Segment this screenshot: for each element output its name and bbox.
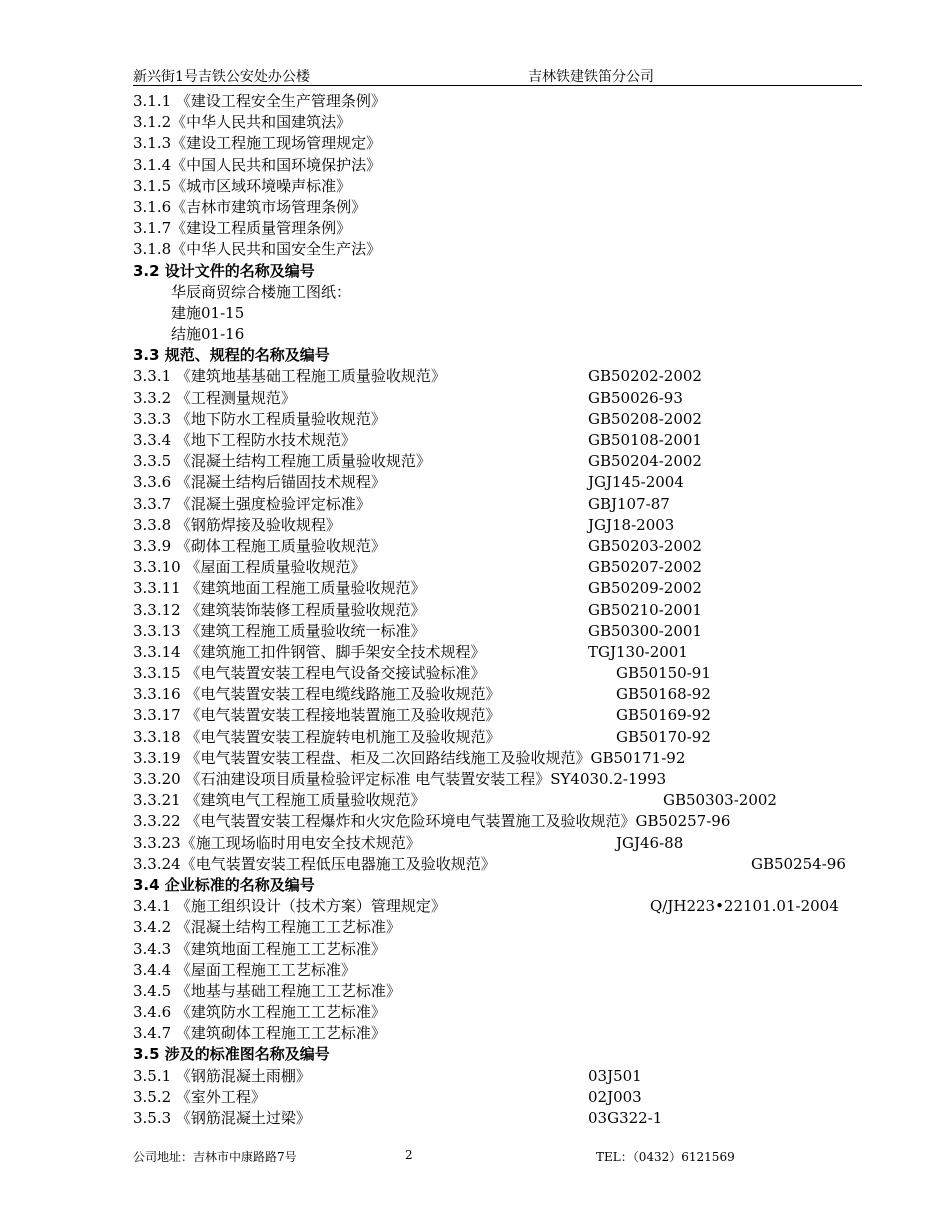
standard-code: GB50208-2002 — [588, 409, 702, 428]
list-item — [133, 578, 893, 599]
standard-code: GB50202-2002 — [588, 367, 702, 386]
standard-code: GB50204-2002 — [588, 452, 702, 471]
standard-code: GB50254-96 — [751, 854, 846, 873]
list-item — [133, 1066, 893, 1087]
item-title: 3.5 涉及的标准图名称及编号 — [133, 1045, 330, 1064]
list-item — [133, 663, 893, 684]
item-title: 3.3.16 《电气装置安装工程电缆线路施工及验收规范》 — [133, 685, 501, 704]
item-title: 3.3.14 《建筑施工扣件钢管、脚手架安全技术规程》 — [133, 642, 486, 661]
list-item — [133, 112, 893, 133]
list-item — [133, 133, 893, 154]
list-item — [133, 621, 893, 642]
item-title: 3.4.7 《建筑砌体工程施工工艺标准》 — [133, 1024, 386, 1043]
standard-code: 03J501 — [588, 1066, 642, 1085]
section-heading — [133, 875, 893, 896]
standard-code: GB50108-2001 — [588, 431, 702, 449]
list-item — [133, 366, 893, 387]
list-item — [133, 748, 893, 769]
list-item — [133, 833, 893, 854]
item-title: 3.3.23《施工现场临时用电安全技术规范》 — [133, 833, 421, 852]
item-title: 华辰商贸综合楼施工图纸： — [171, 282, 352, 301]
list-item — [133, 981, 893, 1002]
list-item — [133, 896, 893, 917]
list-item — [133, 515, 893, 536]
item-title: 3.3.15 《电气装置安装工程电气设备交接试验标准》 — [133, 664, 486, 683]
item-title: 建施01-15 — [171, 303, 245, 322]
list-item — [133, 91, 893, 112]
list-item — [133, 388, 893, 409]
list-item — [133, 451, 893, 472]
list-item — [133, 494, 893, 515]
standard-code: 03G322-1 — [588, 1109, 663, 1127]
list-item — [133, 917, 893, 938]
item-title: 3.1.4《中国人民共和国环境保护法》 — [133, 155, 382, 174]
item-title: 3.5.2 《室外工程》 — [133, 1087, 266, 1106]
item-title: 3.3.11 《建筑地面工程施工质量验收规范》 — [133, 579, 426, 598]
item-title: 3.3.13 《建筑工程施工质量验收统一标准》 — [133, 621, 426, 640]
list-item — [133, 684, 893, 705]
header-company-name: 吉林铁建铁笛分公司 — [528, 69, 654, 85]
standard-code: JGJ46-88 — [616, 833, 684, 852]
list-item — [133, 430, 893, 451]
standard-code: GB50300-2001 — [588, 621, 702, 640]
list-item — [133, 324, 893, 345]
item-title: 3.3.20 《石油建设项目质量检验评定标准 电气装置安装工程》SY4030.2-1993 — [133, 770, 667, 788]
list-item — [133, 303, 893, 324]
standard-code: GB50303-2002 — [663, 791, 777, 810]
item-title: 3.3.22 《电气装置安装工程爆炸和火灾危险环境电气装置施工及验收规范》GB50257-96 — [133, 812, 731, 831]
item-title: 3.1.1 《建设工程安全生产管理条例》 — [133, 92, 386, 110]
item-title: 3.4.4 《屋面工程施工工艺标准》 — [133, 960, 356, 979]
footer-telephone: TEL：（0432）6121569 — [596, 1150, 735, 1164]
list-item — [133, 790, 893, 811]
list-item — [133, 155, 893, 176]
item-title: 3.1.8《中华人民共和国安全生产法》 — [133, 240, 382, 259]
item-title: 3.1.2《中华人民共和国建筑法》 — [133, 113, 352, 132]
standard-code: GB50207-2002 — [588, 558, 702, 577]
item-title: 3.5.1 《钢筋混凝土雨棚》 — [133, 1066, 311, 1085]
item-title: 3.3 规范、规程的名称及编号 — [133, 346, 330, 365]
standard-code: GBJ107-87 — [588, 494, 670, 513]
item-title: 3.3.1 《建筑地基基础工程施工质量验收规范》 — [133, 367, 446, 386]
item-title: 3.3.2 《工程测量规范》 — [133, 388, 296, 407]
item-title: 3.3.7 《混凝土强度检验评定标准》 — [133, 494, 371, 513]
list-item — [133, 600, 893, 621]
list-item — [133, 557, 893, 578]
list-item — [133, 769, 893, 790]
standard-code: Q/JH223•22101.01-2004 — [650, 897, 839, 916]
standard-code: GB50026-93 — [588, 388, 683, 407]
standard-code: GB50210-2001 — [588, 600, 702, 619]
standard-code: GB50203-2002 — [588, 536, 702, 555]
item-title: 3.3.8 《钢筋焊接及验收规程》 — [133, 515, 341, 534]
item-title: 3.4.2 《混凝土结构工程施工工艺标准》 — [133, 918, 401, 937]
list-item — [133, 727, 893, 748]
item-title: 3.4.1 《施工组织设计（技术方案）管理规定》 — [133, 897, 446, 916]
list-item — [133, 642, 893, 663]
item-title: 3.3.18 《电气装置安装工程旋转电机施工及验收规范》 — [133, 727, 501, 746]
standard-code: JGJ18-2003 — [588, 515, 675, 534]
item-title: 3.5.3 《钢筋混凝土过梁》 — [133, 1109, 311, 1127]
list-item — [133, 472, 893, 493]
list-item — [133, 1023, 893, 1044]
item-title: 3.1.6《吉林市建筑市场管理条例》 — [133, 197, 367, 216]
header-divider — [133, 85, 862, 86]
item-title: 3.4.3 《建筑地面工程施工工艺标准》 — [133, 939, 386, 958]
page-number: 2 — [405, 1148, 413, 1162]
list-item — [133, 282, 893, 303]
item-title: 3.3.4 《地下工程防水技术规范》 — [133, 431, 356, 449]
item-title: 3.3.9 《砌体工程施工质量验收规范》 — [133, 536, 386, 555]
item-title: 3.4 企业标准的名称及编号 — [133, 875, 315, 894]
list-item — [133, 239, 893, 260]
list-item — [133, 176, 893, 197]
item-title: 结施01-16 — [171, 325, 245, 344]
list-item — [133, 1108, 893, 1129]
section-heading — [133, 345, 893, 366]
item-title: 3.3.6 《混凝土结构后锚固技术规程》 — [133, 473, 386, 492]
list-item — [133, 854, 893, 875]
list-item — [133, 409, 893, 430]
list-item — [133, 536, 893, 557]
list-item — [133, 1087, 893, 1108]
standard-code: 02J003 — [588, 1087, 642, 1106]
document-body — [133, 91, 893, 1129]
header-project-name: 新兴街1号吉铁公安处办公楼 — [133, 69, 310, 85]
list-item — [133, 197, 893, 218]
item-title: 3.4.6 《建筑防水工程施工工艺标准》 — [133, 1003, 386, 1022]
standard-code: GB50169-92 — [616, 706, 711, 725]
item-title: 3.1.7《建设工程质量管理条例》 — [133, 219, 352, 238]
item-title: 3.1.5《城市区域环境噪声标准》 — [133, 176, 352, 195]
standard-code: JGJ145-2004 — [588, 473, 684, 492]
standard-code: GB50168-92 — [616, 685, 711, 704]
section-heading — [133, 261, 893, 282]
list-item — [133, 811, 893, 832]
list-item — [133, 705, 893, 726]
list-item — [133, 218, 893, 239]
footer-address: 公司地址：吉林市中康路路7号 — [133, 1150, 297, 1164]
standard-code: GB50150-91 — [616, 664, 711, 683]
item-title: 3.2 设计文件的名称及编号 — [133, 261, 315, 280]
item-title: 3.3.21 《建筑电气工程施工质量验收规范》 — [133, 791, 426, 810]
item-title: 3.3.10 《屋面工程质量验收规范》 — [133, 558, 366, 577]
list-item — [133, 960, 893, 981]
standard-code: GB50170-92 — [616, 727, 711, 746]
list-item — [133, 1002, 893, 1023]
standard-code: TGJ130-2001 — [588, 642, 688, 661]
item-title: 3.3.5 《混凝土结构工程施工质量验收规范》 — [133, 452, 431, 471]
section-heading — [133, 1044, 893, 1065]
item-title: 3.3.19 《电气装置安装工程盘、柜及二次回路结线施工及验收规范》GB50171-92 — [133, 748, 686, 767]
item-title: 3.3.3 《地下防水工程质量验收规范》 — [133, 409, 386, 428]
item-title: 3.3.24《电气装置安装工程低压电器施工及验收规范》 — [133, 854, 496, 873]
list-item — [133, 939, 893, 960]
item-title: 3.3.17 《电气装置安装工程接地装置施工及验收规范》 — [133, 706, 501, 725]
item-title: 3.4.5 《地基与基础工程施工工艺标准》 — [133, 981, 401, 1000]
item-title: 3.1.3《建设工程施工现场管理规定》 — [133, 134, 382, 153]
standard-code: GB50209-2002 — [588, 579, 702, 598]
item-title: 3.3.12 《建筑装饰装修工程质量验收规范》 — [133, 600, 426, 619]
